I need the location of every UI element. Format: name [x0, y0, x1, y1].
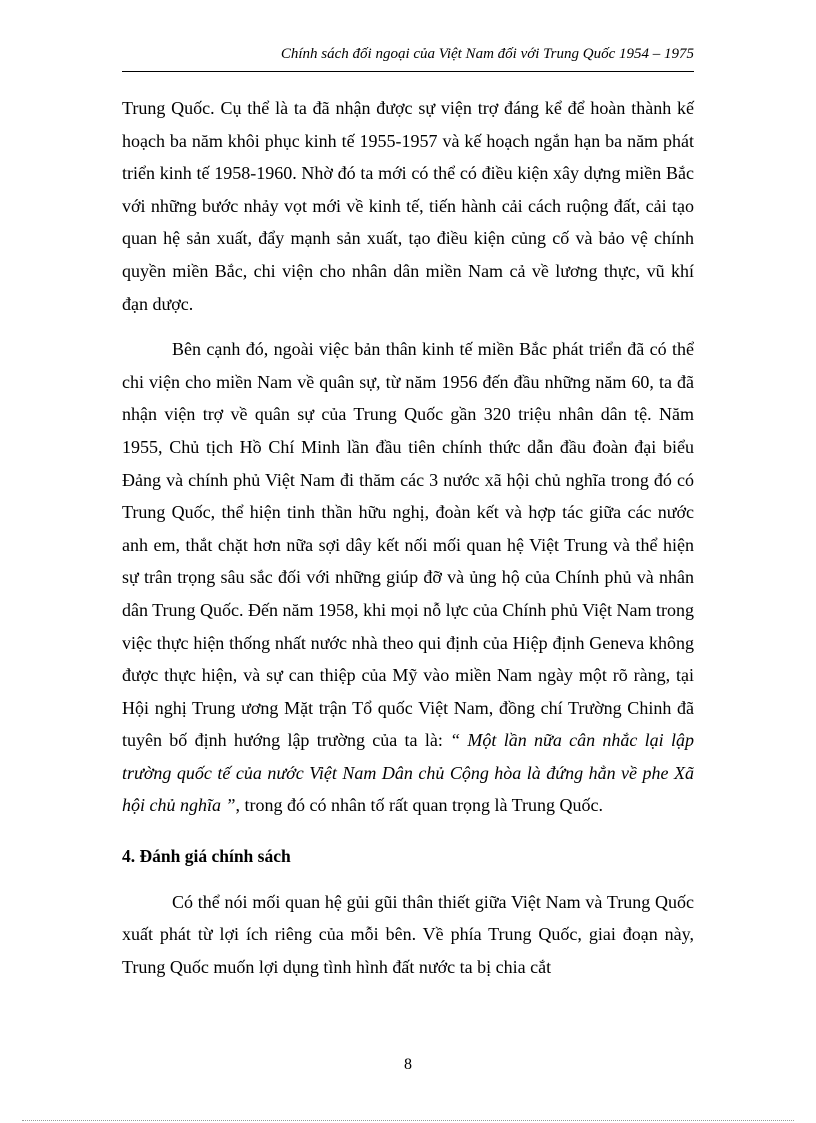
running-header: Chính sách đối ngoại của Việt Nam đối với Trung Quốc 1954 – 1975: [280, 46, 694, 62]
paragraph-1: Trung Quốc. Cụ thể là ta đã nhận được sự viện trợ đáng kể để hoàn thành kế hoạch ba năm khôi phục kinh tế 1955-1957 và kế hoạch ngắn hạn ba năm phát triển kinh tế 1958-1960. Nhờ đó ta mới có thể có điều kiện xây dựng miền Bắc với những bước nhảy vọt mới về kinh tế, tiến hành cải cách ruộng đất, cải tạo quan hệ sản xuất, đẩy mạnh sản xuất, tạo điều kiện củng cố và bảo vệ chính quyền miền Bắc, chi viện cho nhân dân miền Nam cả về lương thực, vũ khí đạn dược.: [122, 98, 694, 314]
paragraph-2-tail: , trong đó có nhân tố rất quan trọng là Trung Quốc.: [235, 795, 603, 816]
quotation: “ Một lần nữa cân nhắc lại lập trường quốc tế của nước Việt Nam Dân chủ Cộng hòa là đứng hẳn về phe Xã hội chủ nghĩa ”: [122, 730, 694, 816]
section-heading: 4. Đánh giá chính sách: [122, 846, 291, 867]
document-body: [122, 92, 694, 983]
page-number: 8: [404, 1056, 412, 1073]
header-rule: [122, 71, 694, 72]
paragraph-2: [122, 333, 694, 822]
page-bottom-border: [22, 1120, 794, 1121]
paragraph-2-text: Bên cạnh đó, ngoài việc bản thân kinh tế miền Bắc phát triển đã có thể chi viện cho miền Nam về quân sự, từ năm 1956 đến đầu những năm 60, ta đã nhận viện trợ về quân sự của Trung Quốc gần 320 triệu nhân dân tệ. Năm 1955, Chủ tịch Hồ Chí Minh lần đầu tiên chính thức dẫn đầu đoàn đại biểu Đảng và chính phủ Việt Nam đi thăm các 3 nước xã hội chủ nghĩa trong đó có Trung Quốc, thể hiện tinh thần hữu nghị, đoàn kết và hợp tác giữa các nước anh em, thắt chặt hơn nữa sợi dây kết nối mối quan hệ Việt Trung và thể hiện sự trân trọng sâu sắc đối với những giúp đỡ và ủng hộ của Chính phủ và nhân dân Trung Quốc. Đến năm 1958, khi mọi nỗ lực của Chính phủ Việt Nam trong việc thực hiện thống nhất nước nhà theo qui định của Hiệp định Geneva không được thực hiện, và sự can thiệp của Mỹ vào miền Nam ngày một rõ ràng, tại Hội nghị Trung ương Mặt trận Tổ quốc Việt Nam, đồng chí Trường Chinh đã tuyên bố định hướng lập trường của ta là:: [122, 339, 694, 751]
paragraph-3: Có thể nói mối quan hệ gủi gũi thân thiết giữa Việt Nam và Trung Quốc xuất phát từ lợi ích riêng của mỗi bên. Về phía Trung Quốc, giai đoạn này, Trung Quốc muốn lợi dụng tình hình đất nước ta bị chia cắt: [122, 891, 694, 977]
